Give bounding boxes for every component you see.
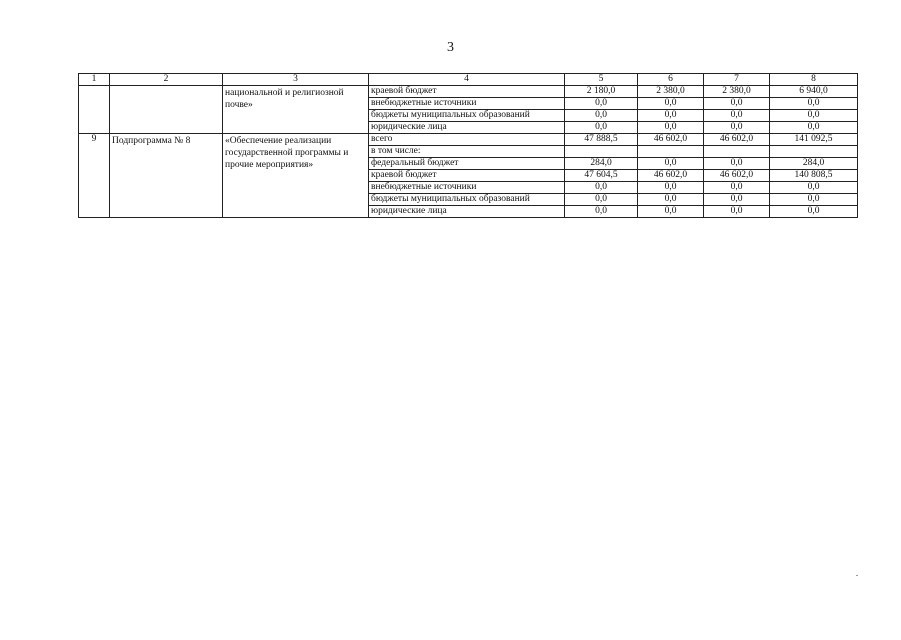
value-cell: 0,0 bbox=[565, 122, 638, 134]
table-row bbox=[79, 134, 858, 146]
value-cell: 46 602,0 bbox=[704, 170, 770, 182]
page-number: 3 bbox=[447, 40, 454, 55]
value-cell: 0,0 bbox=[638, 122, 704, 134]
program-name-cell: национальной и религиозной почве» bbox=[223, 86, 369, 134]
value-cell: 0,0 bbox=[704, 182, 770, 194]
table-header-row bbox=[79, 74, 858, 86]
value-cell: 2 380,0 bbox=[704, 86, 770, 98]
value-cell: 0,0 bbox=[565, 98, 638, 110]
value-cell: 0,0 bbox=[704, 158, 770, 170]
value-cell: 46 602,0 bbox=[638, 170, 704, 182]
value-cell: 0,0 bbox=[565, 206, 638, 218]
funding-source: внебюджетные источники bbox=[369, 182, 565, 194]
value-cell: 0,0 bbox=[638, 98, 704, 110]
value-cell: 284,0 bbox=[770, 158, 858, 170]
value-cell: 0,0 bbox=[770, 206, 858, 218]
value-cell: 46 602,0 bbox=[638, 134, 704, 146]
funding-source: в том числе: bbox=[369, 146, 565, 158]
value-cell bbox=[565, 146, 638, 158]
value-cell bbox=[638, 146, 704, 158]
column-header: 5 bbox=[565, 74, 638, 86]
subprogram-cell bbox=[110, 86, 223, 134]
value-cell: 0,0 bbox=[770, 98, 858, 110]
funding-source: бюджеты муниципальных образований bbox=[369, 194, 565, 206]
column-header: 7 bbox=[704, 74, 770, 86]
value-cell: 0,0 bbox=[704, 110, 770, 122]
funding-source: всего bbox=[369, 134, 565, 146]
funding-source: краевой бюджет bbox=[369, 86, 565, 98]
column-header: 6 bbox=[638, 74, 704, 86]
value-cell: 0,0 bbox=[770, 122, 858, 134]
value-cell: 47 888,5 bbox=[565, 134, 638, 146]
value-cell bbox=[770, 146, 858, 158]
value-cell: 47 604,5 bbox=[565, 170, 638, 182]
subprogram-cell: Подпрограмма № 8 bbox=[110, 134, 223, 218]
value-cell: 2 180,0 bbox=[565, 86, 638, 98]
funding-source: юридические лица bbox=[369, 122, 565, 134]
funding-source: юридические лица bbox=[369, 206, 565, 218]
row-number-cell: 9 bbox=[79, 134, 110, 218]
value-cell: 0,0 bbox=[704, 98, 770, 110]
value-cell bbox=[704, 146, 770, 158]
funding-source: внебюджетные источники bbox=[369, 98, 565, 110]
program-name-cell: «Обеспечение реализации государственной программы и прочие мероприятия» bbox=[223, 134, 369, 218]
value-cell: 0,0 bbox=[565, 182, 638, 194]
value-cell: 0,0 bbox=[638, 158, 704, 170]
value-cell: 0,0 bbox=[565, 110, 638, 122]
value-cell: 0,0 bbox=[704, 206, 770, 218]
funding-source: бюджеты муниципальных образований bbox=[369, 110, 565, 122]
column-header: 2 bbox=[110, 74, 223, 86]
value-cell: 0,0 bbox=[638, 182, 704, 194]
value-cell: 0,0 bbox=[638, 110, 704, 122]
value-cell: 141 092,5 bbox=[770, 134, 858, 146]
value-cell: 0,0 bbox=[770, 182, 858, 194]
funding-source: федеральный бюджет bbox=[369, 158, 565, 170]
value-cell: 284,0 bbox=[565, 158, 638, 170]
column-header: 4 bbox=[369, 74, 565, 86]
table-row bbox=[79, 86, 858, 98]
value-cell: 0,0 bbox=[638, 194, 704, 206]
value-cell: 2 380,0 bbox=[638, 86, 704, 98]
row-number-cell bbox=[79, 86, 110, 134]
value-cell: 0,0 bbox=[704, 194, 770, 206]
column-header: 3 bbox=[223, 74, 369, 86]
value-cell: 0,0 bbox=[770, 110, 858, 122]
value-cell: 0,0 bbox=[704, 122, 770, 134]
value-cell: 140 808,5 bbox=[770, 170, 858, 182]
value-cell: 0,0 bbox=[638, 206, 704, 218]
column-header: 8 bbox=[770, 74, 858, 86]
value-cell: 46 602,0 bbox=[704, 134, 770, 146]
value-cell: 6 940,0 bbox=[770, 86, 858, 98]
value-cell: 0,0 bbox=[770, 194, 858, 206]
column-header: 1 bbox=[79, 74, 110, 86]
budget-table bbox=[78, 73, 858, 218]
scan-speck bbox=[856, 575, 858, 576]
funding-source: краевой бюджет bbox=[369, 170, 565, 182]
value-cell: 0,0 bbox=[565, 194, 638, 206]
